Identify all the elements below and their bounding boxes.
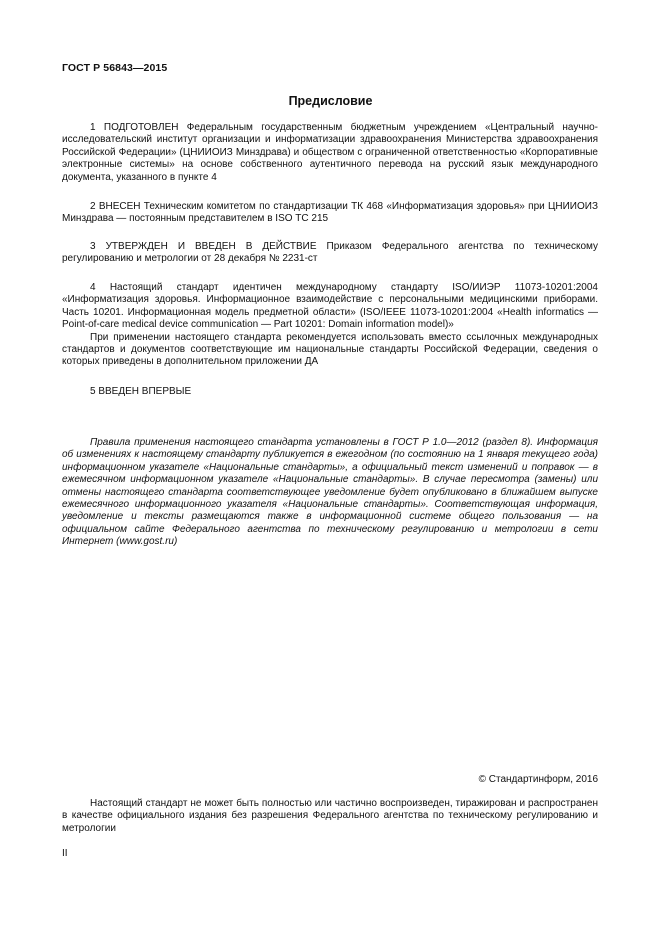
standard-code-header: ГОСТ Р 56843—2015 — [62, 62, 168, 74]
reproduction-notice: Настоящий стандарт не может быть полностью или частично воспроизведен, тиражирован и распространен в качестве официального издания без разрешения Федерального агентства по техническому регулированию и метрологии — [62, 798, 598, 834]
page-number: II — [62, 848, 68, 859]
paragraph-5-block — [62, 386, 598, 398]
paragraph-2-block — [62, 201, 598, 226]
paragraph-4-block — [62, 282, 598, 369]
page-title: Предисловие — [288, 94, 373, 108]
paragraph-prepared-by: 1 ПОДГОТОВЛЕН Федеральным государственным бюджетным учреждением «Центральный научно-исследовательский институт организации и информатизации здравоохранения Министерства здравоохранения Российской Федерации» (ЦНИИОИЗ Минздрава) и обществом с ограниченной ответственностью «Корпоративные электронные системы» на основе собственного аутентичного перевода на русский язык международного документа, указанного в пункте 4 — [62, 122, 598, 183]
paragraph-1-block — [62, 122, 598, 184]
paragraph-introduced-by: 2 ВНЕСЕН Техническим комитетом по стандартизации ТК 468 «Информатизация здоровья» при ЦНИИОИЗ Минздрава — постоянным представителем в ISO ТС 215 — [62, 201, 598, 225]
paragraph-approved: 3 УТВЕРЖДЕН И ВВЕДЕН В ДЕЙСТВИЕ Приказом Федерального агентства по техническому регулированию и метрологии от 28 декабря № 2231-ст — [62, 241, 598, 265]
copyright-line: © Стандартинформ, 2016 — [478, 774, 598, 785]
paragraph-identical-standard: 4 Настоящий стандарт идентичен международному стандарту ISO/ИИЭР 11073-10201:2004 «Информатизация здоровья. Информационное взаимодействие с персональными медицинскими приборами. Часть 10201. Информационная модель предметной области» (ISO/IEEE 11073-10201:2004 «Health informatics — Point-of-care medical device communication — Part 10201: Domain information model)» — [62, 282, 598, 331]
paragraph-first-introduced: 5 ВВЕДЕН ВПЕРВЫЕ — [90, 386, 192, 397]
notice-block — [62, 437, 598, 549]
paragraph-3-block — [62, 241, 598, 266]
reproduction-block — [62, 798, 598, 835]
paragraph-references-note: При применении настоящего стандарта рекомендуется использовать вместо ссылочных международных стандартов и документов соответствующие им национальные стандарты Российской Федерации, сведения о которых приведены в дополнительном приложении ДА — [62, 331, 598, 368]
usage-rules-notice: Правила применения настоящего стандарта установлены в ГОСТ Р 1.0—2012 (раздел 8). Информация об изменениях к настоящему стандарту публикуется в ежегодном (по состоянию на 1 января текущего года) информационном указателе «Национальные стандарты», а официальный текст изменений и поправок — в ежемесячном информационном указателе «Национальные стандарты». В случае пересмотра (замены) или отмены настоящего стандарта соответствующее уведомление будет опубликовано в ближайшем выпуске ежемесячного информационного указателя «Национальные стандарты». Соответствующая информация, уведомление и тексты размещаются также в информационной системе общего пользования — на официальном сайте Федерального агентства по техническому регулированию и метрологии в сети Интернет (www.gost.ru) — [62, 437, 598, 548]
